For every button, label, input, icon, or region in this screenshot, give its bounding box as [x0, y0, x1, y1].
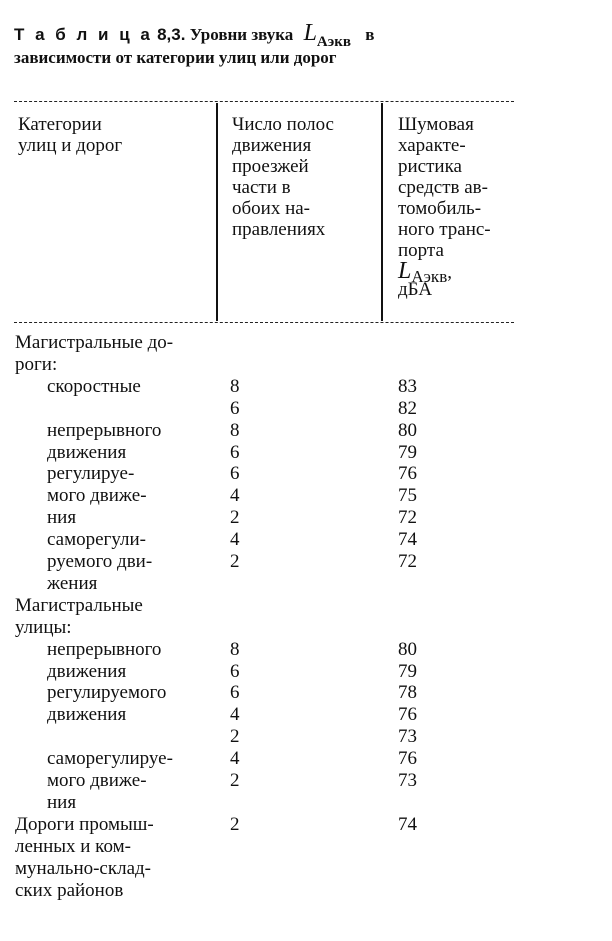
row-category: Магистральные	[15, 594, 143, 616]
table-row	[0, 507, 600, 529]
row-lanes: 8	[230, 375, 240, 397]
row-category: регулируе-	[47, 463, 135, 485]
header-noise	[398, 114, 538, 300]
caption-number: 8,3.	[157, 25, 186, 44]
row-lanes: 4	[230, 485, 240, 507]
table-row	[0, 617, 600, 639]
header-lanes	[232, 114, 372, 240]
row-lanes: 4	[230, 529, 240, 551]
header-bottom-rule	[14, 322, 514, 323]
row-category: ния	[47, 507, 77, 529]
table-row	[0, 880, 600, 902]
caption-title-part2: в	[365, 25, 375, 44]
row-noise-level: 74	[398, 529, 417, 551]
row-lanes: 2	[230, 551, 240, 572]
table-row	[0, 858, 600, 880]
row-noise-level: 74	[398, 813, 417, 835]
row-lanes: 2	[230, 507, 240, 529]
header-line: томобиль-	[398, 198, 482, 219]
table-row	[0, 704, 600, 726]
row-category: ния	[47, 791, 77, 813]
row-noise-level: 78	[398, 682, 417, 704]
table-row	[0, 354, 600, 376]
row-category: ских районов	[15, 879, 124, 901]
row-category: движения	[47, 441, 127, 463]
header-divider-2	[381, 103, 383, 321]
table-row	[0, 595, 600, 617]
header-categories	[18, 114, 208, 156]
table-row	[0, 332, 600, 354]
row-category: мого движе-	[47, 485, 147, 507]
row-lanes: 6	[230, 441, 240, 463]
header-line: ного транс-	[398, 219, 491, 240]
caption-label: Т а б л и ц а	[14, 25, 153, 44]
row-category: жения	[47, 572, 98, 594]
header-line: правлениях	[232, 219, 326, 240]
header-line: ристика	[398, 156, 462, 177]
header-line: характе-	[398, 135, 466, 156]
row-category: саморегули-	[47, 529, 146, 551]
row-category: мого движе-	[47, 770, 147, 791]
row-category: руемого дви-	[47, 551, 153, 572]
caption-line-2: зависимости от категории улиц или дорог	[14, 48, 337, 67]
table-row	[0, 748, 600, 770]
table-row	[0, 376, 600, 398]
table-row	[0, 661, 600, 683]
header-symbol-line: LАэкв,	[398, 258, 452, 286]
row-category: регулируемого	[47, 682, 167, 704]
row-lanes: 2	[230, 770, 240, 791]
row-noise-level: 79	[398, 441, 417, 463]
row-category: Магистральные до-	[15, 332, 174, 353]
table-row	[0, 792, 600, 814]
header-line: движения	[232, 135, 312, 156]
row-lanes: 2	[230, 813, 240, 835]
header-divider-1	[216, 103, 218, 321]
row-lanes: 8	[230, 419, 240, 441]
header-line: части в	[232, 177, 291, 198]
table-row	[0, 398, 600, 420]
header-line: средств ав-	[398, 177, 488, 198]
row-noise-level: 76	[398, 704, 417, 726]
table-row	[0, 639, 600, 661]
row-category: непрерывного	[47, 419, 162, 441]
table-caption	[14, 22, 604, 69]
table-row	[0, 529, 600, 551]
header-line: Категории	[18, 114, 102, 135]
row-noise-level: 73	[398, 726, 417, 748]
header-line: улиц и дорог	[18, 135, 123, 156]
row-noise-level: 72	[398, 551, 417, 572]
row-noise-level: 76	[398, 748, 417, 770]
caption-title-part1: Уровни звука	[189, 25, 294, 44]
row-category: саморегулируе-	[47, 748, 173, 770]
caption-line-1	[14, 20, 604, 50]
row-category: движения	[47, 660, 127, 682]
row-category: улицы:	[15, 616, 72, 638]
table-row	[0, 420, 600, 442]
row-category: скоростные	[47, 375, 141, 397]
table-row	[0, 726, 600, 748]
table-row	[0, 573, 600, 595]
row-noise-level: 80	[398, 638, 417, 660]
header-symbol-sub: Аэкв	[411, 267, 448, 286]
row-noise-level: 80	[398, 419, 417, 441]
row-lanes: 6	[230, 463, 240, 485]
row-lanes: 4	[230, 704, 240, 726]
row-lanes: 6	[230, 397, 240, 419]
table-row	[0, 463, 600, 485]
row-lanes: 2	[230, 726, 240, 748]
caption-symbol: L	[303, 20, 317, 46]
table-row	[0, 770, 600, 792]
header-unit: дБА	[398, 279, 433, 300]
row-category: роги:	[15, 353, 58, 375]
row-category: непрерывного	[47, 638, 162, 660]
row-noise-level: 73	[398, 770, 417, 791]
header-line: Число полос	[232, 114, 334, 135]
header-line: обоих на-	[232, 198, 311, 219]
row-lanes: 4	[230, 748, 240, 770]
row-noise-level: 82	[398, 397, 417, 419]
table-row	[0, 551, 600, 573]
table-row	[0, 682, 600, 704]
row-noise-level: 79	[398, 660, 417, 682]
row-lanes: 8	[230, 638, 240, 660]
row-category: Дороги промыш-	[15, 813, 154, 835]
table-row	[0, 442, 600, 464]
row-lanes: 6	[230, 682, 240, 704]
row-category: ленных и ком-	[15, 835, 131, 857]
row-noise-level: 83	[398, 375, 417, 397]
row-noise-level: 72	[398, 507, 417, 529]
header-symbol: L	[398, 258, 412, 284]
row-category: движения	[47, 704, 127, 726]
caption-symbol-sub: Аэкв	[316, 34, 351, 50]
table-row	[0, 836, 600, 858]
table-row	[0, 485, 600, 507]
row-category: мунально-склад-	[15, 857, 152, 879]
table-top-rule	[14, 101, 514, 102]
table-row	[0, 814, 600, 836]
header-line: порта	[398, 240, 444, 261]
header-line: Шумовая	[398, 114, 474, 135]
header-line: проезжей	[232, 156, 309, 177]
row-noise-level: 75	[398, 485, 417, 507]
row-noise-level: 76	[398, 463, 417, 485]
row-lanes: 6	[230, 660, 240, 682]
